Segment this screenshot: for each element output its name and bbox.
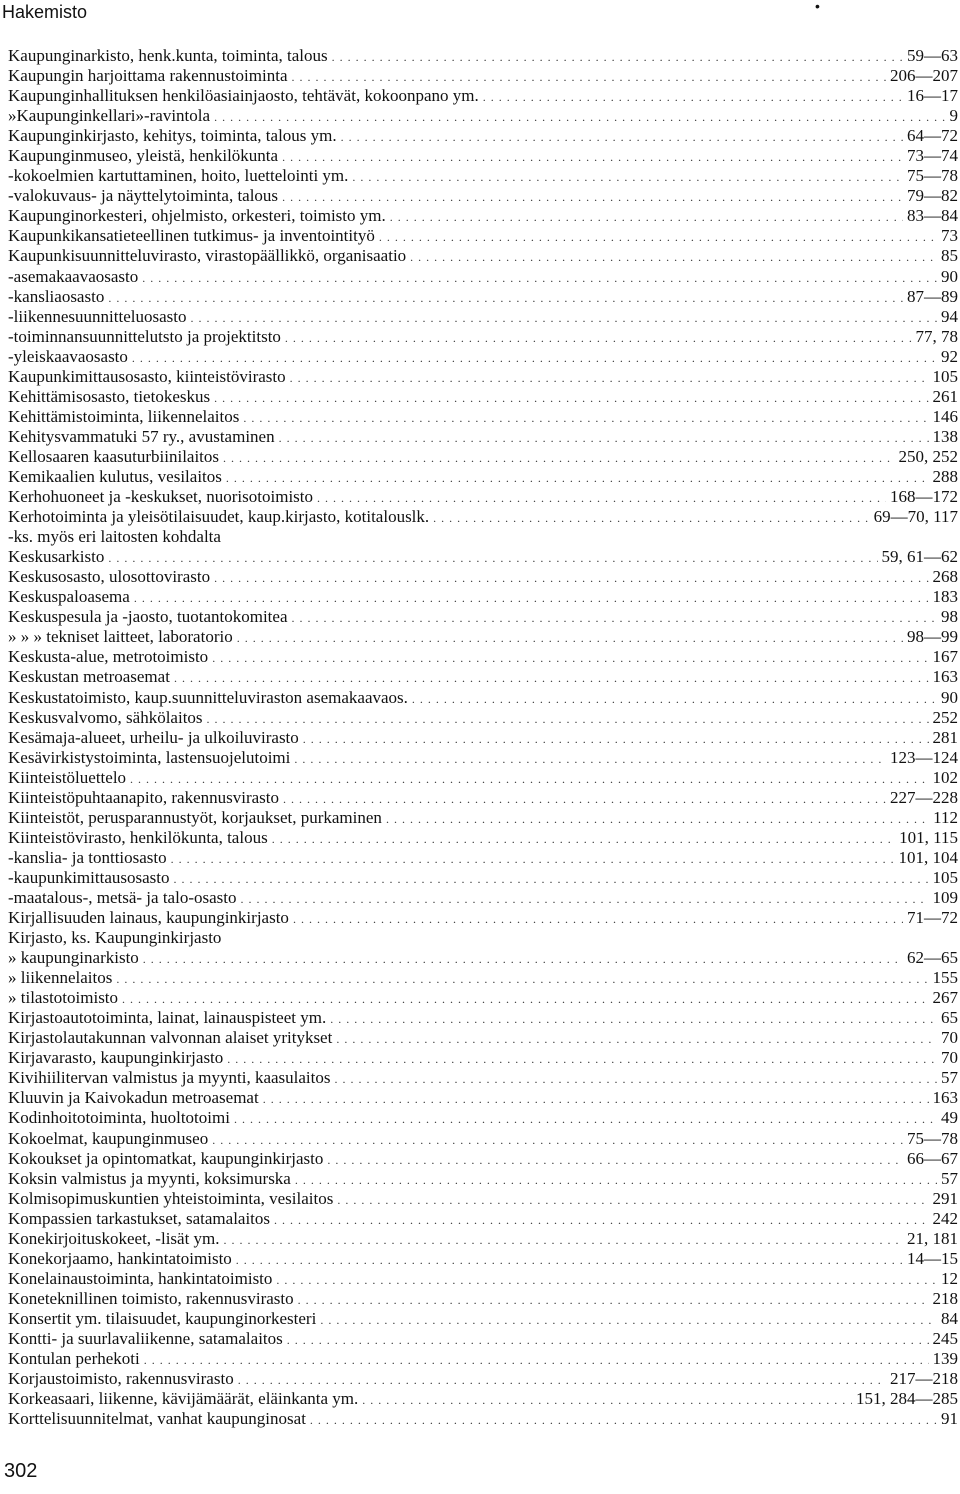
index-entry	[8, 66, 958, 86]
index-pages: 83—84	[907, 206, 958, 226]
index-entry	[8, 948, 958, 968]
index-pages: 261	[932, 386, 958, 406]
page-title: Hakemisto	[2, 2, 88, 22]
index-entry	[8, 166, 958, 186]
index-term: Konekorjaamo, hankintatoimisto	[8, 1248, 232, 1268]
dot-leader	[236, 1250, 903, 1270]
index-entry	[8, 1129, 958, 1149]
dot-leader	[122, 989, 928, 1009]
index-pages: 94	[941, 306, 958, 326]
index-entry	[8, 988, 958, 1008]
index-pages: 62—65	[907, 948, 958, 968]
dot-leader	[226, 468, 929, 488]
index-pages: 163	[932, 667, 958, 687]
dot-leader	[116, 969, 928, 989]
index-pages: 75—78	[907, 166, 958, 186]
index-term: Keskusvalvomo, sähkölaitos	[8, 707, 203, 727]
index-entry	[8, 928, 958, 948]
index-term: Kaupungin harjoittama rakennustoiminta	[8, 66, 288, 86]
index-pages: 64—72	[907, 126, 958, 146]
dot-leader	[263, 1089, 929, 1109]
dot-leader	[295, 1170, 937, 1190]
dot-leader	[310, 1410, 937, 1430]
page-number: 302	[4, 1460, 38, 1482]
dot-leader	[227, 1049, 937, 1069]
index-term: Kaupunkikansatieteellinen tutkimus- ja inventointityö	[8, 226, 375, 246]
index-entry	[8, 868, 958, 888]
index-term: » liikennelaitos	[8, 968, 113, 988]
dot-leader	[108, 288, 903, 308]
index-pages: 70	[941, 1028, 958, 1048]
index-term: Kaupunginorkesteri, ohjelmisto, orkesteri, toimisto ym.	[8, 206, 386, 226]
index-term: Koksin valmistus ja myynti, koksimurska	[8, 1168, 291, 1188]
index-entry	[8, 1068, 958, 1088]
index-pages: 139	[932, 1349, 958, 1369]
index-term: Konsertit ym. tilaisuudet, kaupunginorkesteri	[8, 1308, 317, 1328]
dot-leader	[292, 608, 938, 628]
index-entry	[8, 507, 958, 527]
dot-leader	[483, 87, 903, 107]
index-term: Kiinteistöluettelo	[8, 767, 127, 787]
dot-leader	[238, 1370, 886, 1390]
index-pages: 49	[941, 1108, 958, 1128]
index-entry	[8, 808, 958, 828]
dot-leader	[190, 308, 937, 328]
index-entry	[8, 527, 958, 547]
index-entry	[8, 226, 958, 246]
dot-leader	[223, 448, 894, 468]
index-entry	[8, 126, 958, 146]
dot-leader	[330, 1009, 937, 1029]
dot-leader	[234, 1109, 937, 1129]
dot-leader	[336, 1029, 937, 1049]
index-term: Kompassien tarkastukset, satamalaitos	[8, 1208, 271, 1228]
index-entry	[8, 1149, 958, 1169]
dot-leader	[293, 909, 903, 929]
index-term: -ks. myös eri laitosten kohdalta	[8, 527, 221, 547]
dot-leader	[294, 749, 886, 769]
dot-leader	[279, 428, 929, 448]
index-term: Kiinteistöpuhtaanapito, rakennusvirasto	[8, 787, 279, 807]
index-entry	[8, 748, 958, 768]
index-term: Koneteknillinen toimisto, rakennusvirasto	[8, 1288, 294, 1308]
index-entry	[8, 1189, 958, 1209]
index-term: Kontti- ja suurlavaliikenne, satamalaitos	[8, 1329, 283, 1348]
index-pages: 85	[941, 246, 958, 266]
index-entry	[8, 627, 958, 647]
index-entry	[8, 908, 958, 928]
index-pages: 281	[932, 727, 958, 747]
index-term: Kodinhoitotoiminta, huoltotoimi	[8, 1108, 230, 1128]
index-pages: 123—124	[890, 747, 958, 767]
dot-leader	[332, 47, 903, 67]
index-pages: 155	[932, 968, 958, 988]
index-entry	[8, 206, 958, 226]
index-pages: 268	[932, 567, 958, 587]
index-term: Kemikaalien kulutus, vesilaitos	[8, 466, 222, 486]
index-pages: 69—70, 117	[873, 507, 958, 527]
index-pages: 59, 61—62	[881, 547, 958, 567]
index-term: Keskuspaloasema	[8, 587, 130, 607]
dot-leader	[108, 548, 877, 568]
index-term: Keskusta-alue, metrotoimisto	[8, 647, 209, 667]
dot-leader	[282, 187, 903, 207]
index-term: Kellosaaren kaasuturbiinilaitos	[8, 446, 220, 466]
index-pages: 91	[941, 1409, 958, 1429]
index-term: Kaupunginarkisto, henk.kunta, toiminta, talous	[8, 46, 328, 65]
index-term: Kehittämistoiminta, liikennelaitos	[8, 406, 240, 426]
index-term: Keskustatoimisto, kaup.suunnitteluviraston asemakaavaos.	[8, 687, 408, 707]
index-pages: 71—72	[907, 908, 958, 928]
index-pages: 70	[941, 1048, 958, 1068]
index-term: Kaupunkisuunnitteluvirasto, virastopäällikkö, organisaatio	[8, 246, 407, 266]
index-entry	[8, 1289, 958, 1309]
index-entry	[8, 287, 958, 307]
index-entry	[8, 1409, 958, 1429]
index-term: Kluuvin ja Kaivokadun metroasemat	[8, 1088, 259, 1108]
page-header	[0, 2, 960, 26]
index-entry	[8, 407, 958, 427]
dot-leader	[412, 689, 937, 709]
index-entry	[8, 1108, 958, 1128]
index-term: -maatalous-, metsä- ja talo-osasto	[8, 887, 237, 907]
index-entry	[8, 267, 958, 287]
index-list	[8, 46, 958, 1429]
index-entry	[8, 1028, 958, 1048]
index-term: -asemakaavaosasto	[8, 266, 139, 286]
index-term: Kokoukset ja opintomatkat, kaupunginkirjasto	[8, 1148, 324, 1168]
index-term: Konelainaustoiminta, hankintatoimisto	[8, 1268, 273, 1288]
index-entry	[8, 1329, 958, 1349]
index-entry	[8, 688, 958, 708]
index-entry	[8, 1309, 958, 1329]
index-entry	[8, 1369, 958, 1389]
index-pages: 168—172	[890, 487, 958, 507]
index-term: Kivihiilitervan valmistus ja myynti, kaasulaitos	[8, 1068, 331, 1088]
index-pages: 92	[941, 346, 958, 366]
dot-leader	[410, 247, 937, 267]
index-entry	[8, 647, 958, 667]
index-entry	[8, 46, 958, 66]
dot-leader	[390, 207, 903, 227]
index-term: Keskusosasto, ulosottovirasto	[8, 567, 211, 587]
index-pages: 57	[941, 1068, 958, 1088]
index-term: Kesämaja-alueet, urheilu- ja ulkoiluvirasto	[8, 727, 299, 747]
index-entry	[8, 547, 958, 567]
dot-leader	[287, 1330, 929, 1350]
index-entry	[8, 1249, 958, 1269]
index-term: Kaupunginkirjasto, kehitys, toiminta, talous ym.	[8, 126, 337, 146]
dot-leader	[337, 1190, 928, 1210]
index-term: Keskustan metroasemat	[8, 667, 170, 687]
index-pages: 98—99	[907, 627, 958, 647]
index-term: Kaupunkimittausosasto, kiinteistövirasto	[8, 366, 286, 386]
index-pages: 84	[941, 1308, 958, 1328]
index-entry	[8, 1169, 958, 1189]
index-pages: 138	[932, 426, 958, 446]
dot-leader	[173, 869, 928, 889]
dot-leader	[290, 368, 929, 388]
dot-leader	[283, 789, 886, 809]
index-term: Konekirjoituskokeet, -lisät ym.	[8, 1228, 220, 1248]
index-term: Kontulan perhekoti	[8, 1349, 140, 1369]
dot-leader	[174, 668, 929, 688]
dot-leader	[379, 227, 937, 247]
index-pages: 98	[941, 607, 958, 627]
index-pages: 73—74	[907, 146, 958, 166]
index-pages: 109	[932, 887, 958, 907]
index-term: Keskusarkisto	[8, 547, 105, 567]
dot-leader	[214, 107, 945, 127]
dot-leader	[276, 1270, 937, 1290]
index-pages: 101, 115	[899, 827, 958, 847]
index-entry	[8, 186, 958, 206]
index-entry	[8, 768, 958, 788]
index-term: Kirjasto, ks. Kaupunginkirjasto	[8, 928, 222, 948]
index-entry	[8, 888, 958, 908]
index-term: -liikennesuunnitteluosasto	[8, 306, 187, 326]
index-pages: 21, 181	[907, 1228, 958, 1248]
index-pages: 167	[932, 647, 958, 667]
index-entry	[8, 347, 958, 367]
dot-leader	[130, 769, 928, 789]
dot-leader	[237, 628, 903, 648]
index-pages: 79—82	[907, 186, 958, 206]
index-entry	[8, 106, 958, 126]
index-term: » kaupunginarkisto	[8, 948, 139, 968]
dot-leader	[298, 1290, 929, 1310]
index-pages: 267	[932, 988, 958, 1008]
index-term: Kehittämisosasto, tietokeskus	[8, 386, 211, 406]
index-pages: 151, 284—285	[856, 1389, 958, 1409]
index-entry	[8, 708, 958, 728]
index-entry	[8, 387, 958, 407]
index-entry	[8, 487, 958, 507]
dot-leader	[132, 348, 937, 368]
index-term: -kokoelmien kartuttaminen, hoito, luettelointi ym.	[8, 166, 349, 186]
index-pages: 183	[932, 587, 958, 607]
index-term: » tilastotoimisto	[8, 988, 119, 1008]
index-term: Kirjastolautakunnan valvonnan alaiset yritykset	[8, 1028, 333, 1048]
dot-leader	[303, 729, 929, 749]
dot-leader	[274, 1210, 928, 1230]
dot-leader	[144, 1350, 929, 1370]
index-term: Korkeasaari, liikenne, kävijämäärät, eläinkanta ym.	[8, 1389, 359, 1409]
index-entry	[8, 1269, 958, 1289]
index-term: Kerhotoiminta ja yleisötilaisuudet, kaup.kirjasto, kotitalouslk.	[8, 507, 430, 527]
index-term: Kirjallisuuden lainaus, kaupunginkirjasto	[8, 908, 289, 928]
index-term: Kiinteistöt, perusparannustyöt, korjaukset, purkaminen	[8, 807, 382, 827]
index-term: Kaupunginhallituksen henkilöasiainjaosto, tehtävät, kokoonpano ym.	[8, 86, 479, 106]
index-pages: 288	[932, 466, 958, 486]
index-entry	[8, 788, 958, 808]
index-pages: 14—15	[907, 1248, 958, 1268]
index-entry	[8, 667, 958, 687]
index-entry	[8, 567, 958, 587]
index-entry	[8, 146, 958, 166]
dot-leader	[285, 328, 912, 348]
index-entry	[8, 427, 958, 447]
index-pages: 217—218	[890, 1369, 958, 1389]
index-pages: 65	[941, 1008, 958, 1028]
header-mark: •	[815, 0, 820, 14]
dot-leader	[352, 167, 903, 187]
index-term: -kaupunkimittausosasto	[8, 867, 170, 887]
dot-leader	[212, 648, 928, 668]
index-term: -yleiskaavaosasto	[8, 346, 128, 366]
index-entry	[8, 968, 958, 988]
index-term: Korjaustoimisto, rakennusvirasto	[8, 1369, 234, 1389]
dot-leader	[224, 1230, 903, 1250]
index-pages: 9	[949, 106, 958, 126]
index-pages: 252	[932, 707, 958, 727]
index-pages: 87—89	[907, 286, 958, 306]
index-pages: 16—17	[907, 86, 958, 106]
dot-leader	[320, 1310, 937, 1330]
index-entry	[8, 1008, 958, 1028]
dot-leader	[335, 1069, 938, 1089]
index-entry	[8, 1209, 958, 1229]
dot-leader	[214, 568, 928, 588]
index-entry	[8, 86, 958, 106]
dot-leader	[243, 408, 928, 428]
index-entry	[8, 467, 958, 487]
dot-leader	[142, 268, 937, 288]
index-pages: 102	[932, 767, 958, 787]
index-term: Kaupunginmuseo, yleistä, henkilökunta	[8, 146, 279, 166]
index-pages: 12	[941, 1268, 958, 1288]
index-term: » » » tekniset laitteet, laboratorio	[8, 627, 233, 647]
index-pages: 291	[932, 1188, 958, 1208]
dot-leader	[327, 1150, 903, 1170]
index-pages: 57	[941, 1168, 958, 1188]
index-term: Kirjastoautotoiminta, lainat, lainauspisteet ym.	[8, 1008, 327, 1028]
index-term: Kerhohuoneet ja -keskukset, nuorisotoimisto	[8, 487, 314, 507]
index-entry	[8, 367, 958, 387]
index-pages: 218	[932, 1288, 958, 1308]
dot-leader	[171, 849, 895, 869]
index-pages: 101, 104	[898, 847, 958, 867]
index-entry	[8, 1088, 958, 1108]
index-pages: 59—63	[907, 46, 958, 65]
dot-leader	[282, 147, 903, 167]
index-pages: 77, 78	[915, 326, 958, 346]
index-pages: 90	[941, 266, 958, 286]
index-entry	[8, 607, 958, 627]
index-term: Kolmisopimuskuntien yhteistoiminta, vesilaitos	[8, 1188, 334, 1208]
index-term: Kesävirkistystoiminta, lastensuojelutoimi	[8, 747, 291, 767]
index-pages: 250, 252	[898, 446, 958, 466]
index-pages: 75—78	[907, 1128, 958, 1148]
index-term: Korttelisuunnitelmat, vanhat kaupunginosat	[8, 1409, 306, 1429]
dot-leader	[214, 388, 928, 408]
index-entry	[8, 1349, 958, 1369]
index-pages: 105	[932, 366, 958, 386]
dot-leader	[143, 949, 903, 969]
index-entry	[8, 848, 958, 868]
dot-leader	[292, 67, 887, 87]
dot-leader	[272, 829, 895, 849]
dot-leader	[317, 488, 886, 508]
index-entry	[8, 828, 958, 848]
dot-leader	[362, 1390, 852, 1410]
index-entry	[8, 1048, 958, 1068]
index-pages: 112	[933, 807, 958, 827]
index-term: Kirjavarasto, kaupunginkirjasto	[8, 1048, 224, 1068]
index-pages: 105	[932, 867, 958, 887]
index-pages: 73	[941, 226, 958, 246]
dot-leader	[433, 508, 869, 528]
index-term: »Kaupunginkellari»-ravintola	[8, 106, 211, 126]
index-entry	[8, 447, 958, 467]
index-entry	[8, 246, 958, 266]
dot-leader	[240, 889, 928, 909]
index-term: Keskuspesula ja -jaosto, tuotantokomitea	[8, 607, 288, 627]
index-pages: 227—228	[890, 787, 958, 807]
dot-leader	[134, 588, 929, 608]
index-pages: 146	[932, 406, 958, 426]
index-term: -kansliaosasto	[8, 286, 105, 306]
index-term: Kehitysvammatuki 57 ry., avustaminen	[8, 426, 275, 446]
index-entry	[8, 1229, 958, 1249]
dot-leader	[386, 809, 929, 829]
index-term: Kiinteistövirasto, henkilökunta, talous	[8, 827, 268, 847]
index-term: -toiminnansuunnittelutsto ja projektitsto	[8, 326, 281, 346]
dot-leader	[212, 1130, 903, 1150]
index-term: -kanslia- ja tonttiosasto	[8, 847, 167, 867]
dot-leader	[207, 709, 929, 729]
index-pages: 206—207	[890, 66, 958, 86]
index-pages: 245	[932, 1329, 958, 1348]
index-term: Kokoelmat, kaupunginmuseo	[8, 1128, 209, 1148]
dot-leader	[341, 127, 903, 147]
index-entry	[8, 728, 958, 748]
index-entry	[8, 307, 958, 327]
index-term: -valokuvaus- ja näyttelytoiminta, talous	[8, 186, 279, 206]
index-entry	[8, 327, 958, 347]
index-entry	[8, 587, 958, 607]
index-pages: 163	[932, 1088, 958, 1108]
index-pages: 242	[932, 1208, 958, 1228]
index-entry	[8, 1389, 958, 1409]
index-pages: 66—67	[907, 1148, 958, 1168]
index-pages: 90	[941, 687, 958, 707]
